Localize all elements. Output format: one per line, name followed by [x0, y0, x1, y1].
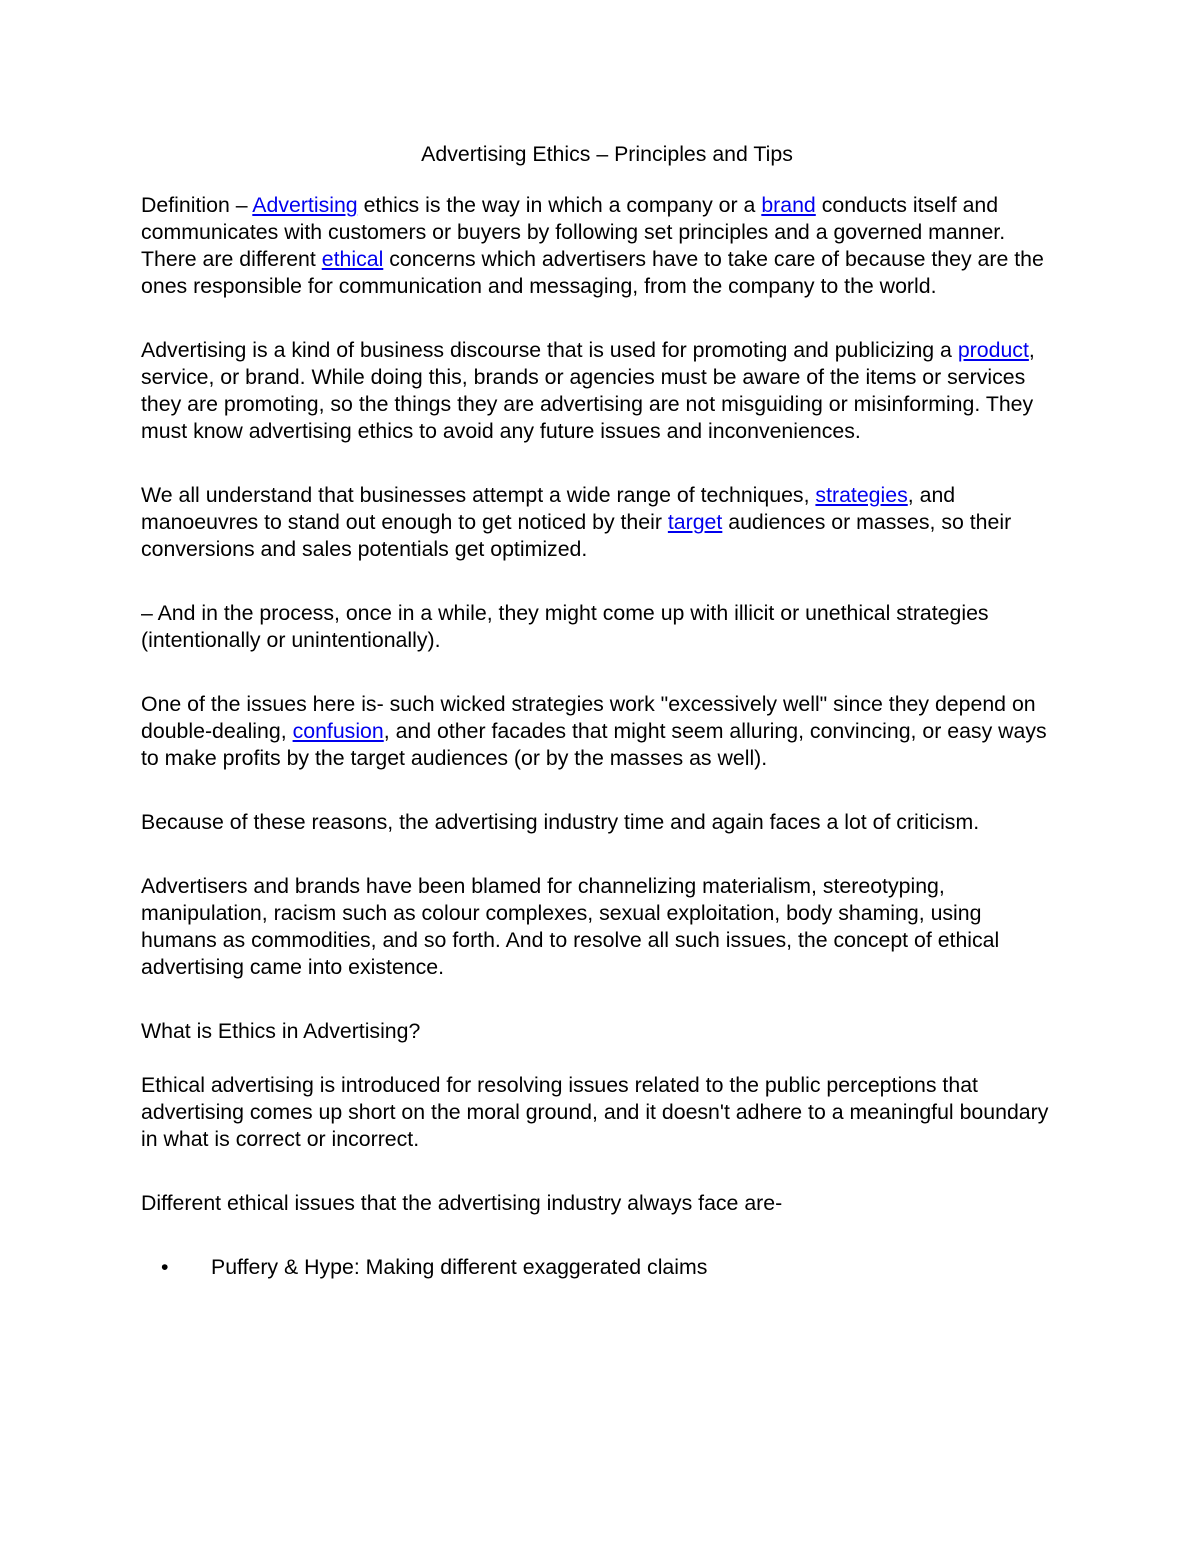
document-title: Advertising Ethics – Principles and Tips	[421, 142, 793, 166]
paragraph-wicked-strategies	[141, 691, 1061, 772]
link-product[interactable]: product	[957, 338, 1029, 362]
list-item	[141, 1254, 1061, 1281]
bullet-icon: •	[161, 1255, 169, 1279]
link-confusion[interactable]: confusion	[292, 719, 384, 743]
link-brand[interactable]: brand	[761, 193, 816, 217]
issues-list	[141, 1254, 1061, 1281]
paragraph-techniques	[141, 482, 1061, 563]
paragraph-text: concerns which advertisers have to take care of because they are the ones responsible for communication and messaging, from the company to the world.	[141, 247, 1044, 298]
paragraph-criticism: Because of these reasons, the advertising industry time and again faces a lot of criticism.	[141, 810, 980, 834]
paragraph-text: , service, or brand. While doing this, brands or agencies must be aware of the items or services they are promoting, so the things they are advertising are not misguiding or misinforming. They must know advertising ethics to avoid any future issues and inconveniences.	[141, 338, 1035, 443]
paragraph-text: , and manoeuvres to stand out enough to get noticed by their	[141, 483, 956, 534]
paragraph-text: ethics is the way in which a company or a	[357, 193, 762, 217]
paragraph-definition	[141, 192, 1061, 300]
paragraph-text: Definition –	[141, 193, 253, 217]
paragraph-blamed: Advertisers and brands have been blamed for channelizing materialism, stereotyping, manipulation, racism such as colour complexes, sexual exploitation, body shaming, using humans as commodities, and so forth. And to resolve all such issues, the concept of ethical advertising came into existence.	[141, 874, 1000, 979]
paragraph-illicit-strategies: – And in the process, once in a while, they might come up with illicit or unethical strategies (intentionally or unintentionally).	[141, 601, 989, 652]
link-strategies[interactable]: strategies	[815, 483, 908, 507]
link-advertising[interactable]: Advertising	[252, 193, 358, 217]
paragraph-business-discourse	[141, 337, 1061, 445]
paragraph-ethical-advertising: Ethical advertising is introduced for resolving issues related to the public perceptions that advertising comes up short on the moral ground, and it doesn't adhere to a meaningful boundary in what is correct or incorrect.	[141, 1073, 1049, 1151]
link-ethical[interactable]: ethical	[321, 247, 384, 271]
paragraph-text: , and other facades that might seem alluring, convincing, or easy ways to make profits by the target audiences (or by the masses as well).	[141, 719, 1047, 770]
list-item-text: Puffery & Hype: Making different exaggerated claims	[211, 1255, 708, 1279]
paragraph-text: audiences or masses, so their conversions and sales potentials get optimized.	[141, 510, 1012, 561]
paragraph-text: One of the issues here is- such wicked strategies work "excessively well" since they depend on double-dealing,	[141, 692, 1036, 743]
section-heading: What is Ethics in Advertising?	[141, 1019, 421, 1043]
paragraph-text: Advertising is a kind of business discourse that is used for promoting and publicizing a	[141, 338, 958, 362]
paragraph-text: We all understand that businesses attempt a wide range of techniques,	[141, 483, 816, 507]
paragraph-text: conducts itself and communicates with customers or buyers by following set principles and a governed manner. There are different	[141, 193, 1006, 271]
paragraph-issues-intro: Different ethical issues that the advertising industry always face are-	[141, 1191, 783, 1215]
link-target[interactable]: target	[667, 510, 723, 534]
document-body	[141, 141, 1061, 1281]
